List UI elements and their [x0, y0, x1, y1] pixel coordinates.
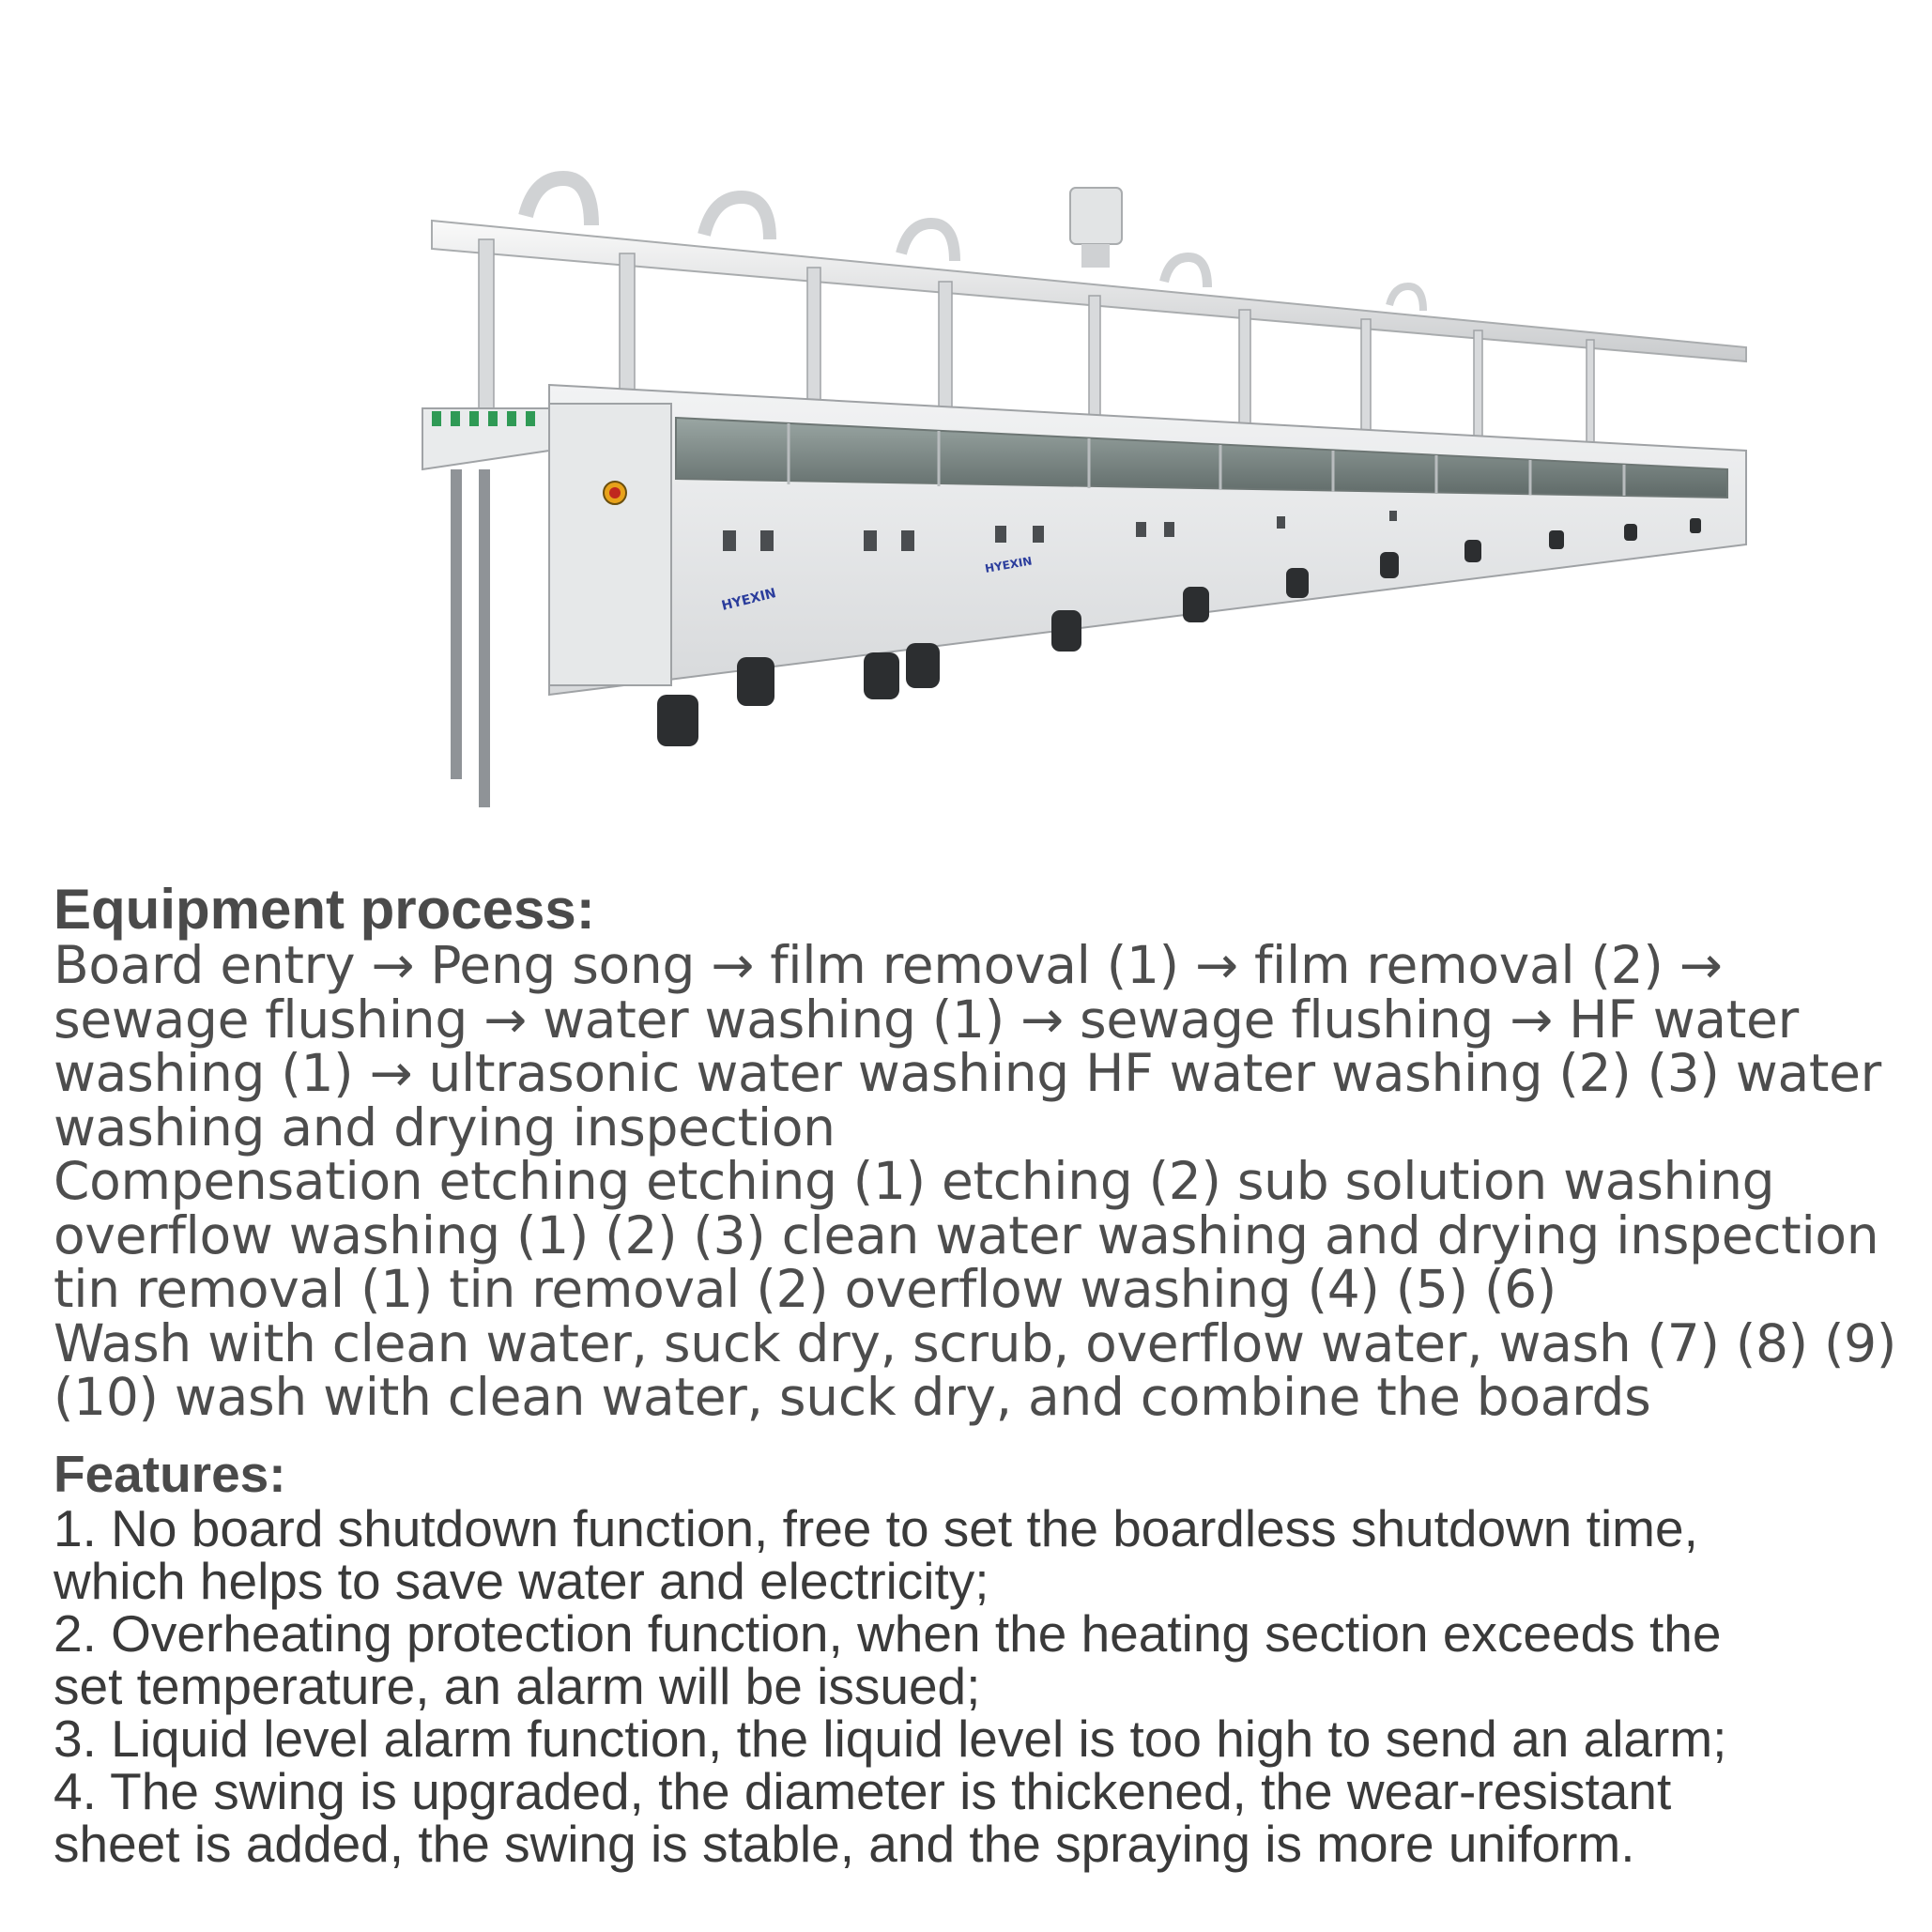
brand-mark-1: HYEXIN [720, 586, 778, 614]
feature-line: 2. Overheating protection function, when the heating section exceeds the [54, 1604, 1722, 1663]
equipment-process-section [54, 878, 1922, 1427]
process-line: washing and drying inspection [54, 1096, 836, 1158]
features-heading: Features: [54, 1445, 286, 1503]
equipment-process-text [54, 935, 1922, 1427]
feature-item-2 [54, 1604, 1922, 1715]
process-line: (10) wash with clean water, suck dry, and combine the boards [54, 1367, 1651, 1427]
process-line: sewage flushing → water washing (1) → sewage flushing → HF water [54, 989, 1799, 1050]
feature-line: which helps to save water and electricity; [54, 1552, 989, 1610]
brand-mark-2: HYEXIN [984, 554, 1034, 575]
feature-line: set temperature, an alarm will be issued; [54, 1657, 981, 1715]
features-section [54, 1445, 1922, 1873]
process-line: Compensation etching etching (1) etching (2) sub solution washing [54, 1151, 1775, 1211]
feature-line: 3. Liquid level alarm function, the liquid level is too high to send an alarm; [54, 1710, 1727, 1768]
process-line: tin removal (1) tin removal (2) overflow washing (4) (5) (6) [54, 1259, 1556, 1319]
feature-line: 1. No board shutdown function, free to set the boardless shutdown time, [54, 1499, 1698, 1557]
process-line: Board entry → Peng song → film removal (1) → film removal (2) → [54, 935, 1723, 995]
process-line: Wash with clean water, suck dry, scrub, overflow water, wash (7) (8) (9) [54, 1312, 1897, 1373]
feature-item-1 [54, 1499, 1922, 1610]
feature-line: sheet is added, the swing is stable, and the spraying is more uniform. [54, 1815, 1635, 1873]
process-line: washing (1) → ultrasonic water washing HF water washing (2) (3) water [54, 1043, 1881, 1103]
feature-line: 4. The swing is upgraded, the diameter is thickened, the wear-resistant [54, 1762, 1672, 1820]
equipment-process-heading: Equipment process: [54, 878, 595, 941]
feature-item-4 [54, 1762, 1922, 1873]
process-line: overflow washing (1) (2) (3) clean water washing and drying inspection [54, 1204, 1879, 1265]
feature-item-3 [54, 1710, 1922, 1768]
machine-photo [413, 169, 1802, 882]
